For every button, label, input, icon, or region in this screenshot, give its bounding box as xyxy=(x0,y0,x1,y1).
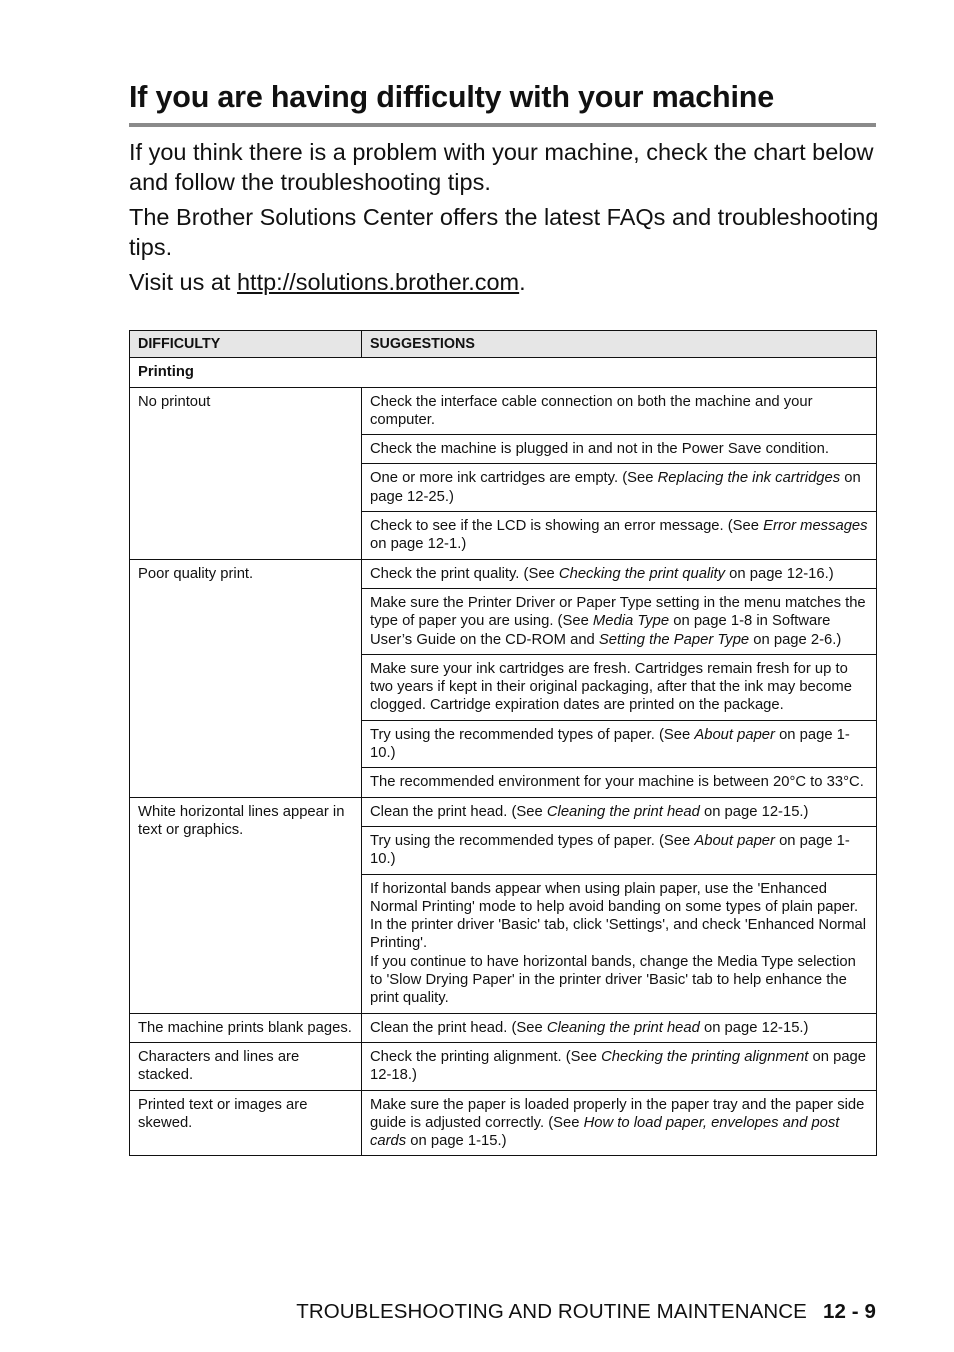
table-row xyxy=(130,1090,877,1156)
table-row xyxy=(130,1042,877,1090)
cross-reference-text: Replacing the ink cartridges xyxy=(657,470,841,487)
intro-paragraph-2: The Brother Solutions Center offers the latest FAQs and troubleshooting tips. xyxy=(129,204,879,260)
troubleshooting-table xyxy=(129,330,877,1156)
suggestion-text: on page 12-18.) xyxy=(370,1048,867,1084)
suggestion-text: Try using the recommended types of paper. (See xyxy=(370,726,695,743)
suggestion-text: Check to see if the LCD is showing an error message. (See xyxy=(370,518,764,535)
section-printing: Printing xyxy=(130,358,877,387)
header-suggestions: SUGGESTIONS xyxy=(362,331,877,358)
suggestion-text: Make sure the Printer Driver or Paper Type setting in the menu matches the type of paper you are using. (See xyxy=(370,594,866,630)
footer-section-title: TROUBLESHOOTING AND ROUTINE MAINTENANCE xyxy=(296,1300,807,1323)
solutions-link[interactable]: http://solutions.brother.com xyxy=(236,269,520,295)
suggestion-text: on page 2-6.) xyxy=(749,631,842,648)
intro-paragraph-3 xyxy=(129,268,879,298)
table-row xyxy=(130,387,877,435)
visit-prefix: Visit us at xyxy=(129,269,237,295)
visit-suffix: . xyxy=(519,269,526,295)
suggestion-text: Try using the recommended types of paper. (See xyxy=(370,832,695,849)
suggestion-cell xyxy=(362,1013,877,1042)
difficulty-cell: Printed text or images are skewed. xyxy=(130,1090,362,1156)
suggestion-text: on page 1-8 in Software User’s Guide on the CD-ROM and xyxy=(370,613,831,648)
difficulty-cell: The machine prints blank pages. xyxy=(130,1013,362,1042)
suggestion-text: One or more ink cartridges are empty. (See xyxy=(370,470,658,487)
difficulty-cell: No printout xyxy=(130,387,362,559)
suggestion-text: Check the print quality. (See xyxy=(370,565,559,582)
suggestion-cell xyxy=(362,512,877,560)
table-row xyxy=(130,797,877,826)
cross-reference-text: About paper xyxy=(694,832,775,849)
suggestion-cell xyxy=(362,874,877,1013)
suggestion-text: Check the printing alignment. (See xyxy=(370,1048,602,1065)
difficulty-cell: White horizontal lines appear in text or graphics. xyxy=(130,797,362,1013)
footer-page-number: 12 - 9 xyxy=(822,1300,876,1323)
difficulty-cell: Poor quality print. xyxy=(130,559,362,797)
cross-reference-text: How to load paper, envelopes and post cards xyxy=(370,1114,840,1150)
cross-reference-text: Error messages xyxy=(763,518,868,535)
suggestion-cell xyxy=(362,654,877,720)
section-row xyxy=(130,358,877,387)
table-row xyxy=(130,1013,877,1042)
suggestion-text: The recommended environment for your machine is between 20°C to 33°C. xyxy=(370,774,864,791)
cross-reference-text: Cleaning the print head xyxy=(546,803,700,820)
suggestion-text: on page 1-10.) xyxy=(370,832,850,868)
cross-reference-text: Checking the print quality xyxy=(558,565,726,582)
table-header-row xyxy=(130,331,877,358)
difficulty-cell: Characters and lines are stacked. xyxy=(130,1042,362,1090)
suggestion-cell xyxy=(362,588,877,654)
suggestion-text: on page 1-10.) xyxy=(370,726,850,762)
cross-reference-text: Checking the printing alignment xyxy=(601,1048,809,1065)
header-difficulty: DIFFICULTY xyxy=(130,331,362,358)
suggestion-cell xyxy=(362,387,877,435)
suggestion-text: Make sure the paper is loaded properly in the paper tray and the paper side guide is adjusted correctly. (See xyxy=(370,1096,865,1131)
cross-reference-text: Setting the Paper Type xyxy=(598,631,750,648)
cross-reference-text: Media Type xyxy=(592,613,670,630)
suggestion-text: on page 12-15.) xyxy=(699,1019,809,1036)
suggestion-cell xyxy=(362,435,877,464)
suggestion-text: on page 1-15.) xyxy=(406,1133,507,1150)
suggestion-text: on page 12-15.) xyxy=(699,803,809,820)
title-underline xyxy=(129,123,876,127)
suggestion-text: Clean the print head. (See xyxy=(370,1019,547,1036)
troubleshooting-table-body xyxy=(130,331,877,1156)
suggestion-cell xyxy=(362,1090,877,1156)
suggestion-text: Check the machine is plugged in and not in the Power Save condition. xyxy=(370,441,829,458)
suggestion-text: Clean the print head. (See xyxy=(370,803,547,820)
suggestion-text: Make sure your ink cartridges are fresh. Cartridges remain fresh for up to two years if kept in their original packaging, after that the ink may become clogged. Cartridge expiration dates are printed on the package. xyxy=(370,660,852,714)
suggestion-cell xyxy=(362,559,877,588)
suggestion-text: on page 12-16.) xyxy=(725,565,834,582)
suggestion-cell xyxy=(362,768,877,797)
suggestion-text: If you continue to have horizontal bands, change the Media Type selection to 'Slow Drying Paper' in the printer driver 'Basic' tab to help enhance the print quality. xyxy=(370,953,856,1007)
suggestion-cell xyxy=(362,720,877,768)
table-row xyxy=(130,559,877,588)
suggestion-text: on page 12-25.) xyxy=(370,470,861,505)
cross-reference-text: About paper xyxy=(694,726,775,743)
cross-reference-text: Cleaning the print head xyxy=(546,1019,700,1036)
suggestion-cell xyxy=(362,797,877,826)
suggestion-cell xyxy=(362,1042,877,1090)
page-title: If you are having difficulty with your machine xyxy=(129,80,774,114)
suggestion-text: Check the interface cable connection on both the machine and your computer. xyxy=(370,393,813,428)
suggestion-text: on page 12-1.) xyxy=(370,536,467,553)
suggestion-text: If horizontal bands appear when using plain paper, use the 'Enhanced Normal Printing' mode to help avoid banding on some types of plain paper. In the printer driver 'Basic' tab, click 'Settings', and check 'Enhanced Normal Printing'. xyxy=(370,880,867,952)
suggestion-cell xyxy=(362,826,877,874)
intro-text xyxy=(129,138,879,304)
suggestion-cell xyxy=(362,464,877,512)
intro-paragraph-1: If you think there is a problem with your machine, check the chart below and follow the troubleshooting tips. xyxy=(129,139,874,195)
page-footer xyxy=(296,1300,876,1324)
